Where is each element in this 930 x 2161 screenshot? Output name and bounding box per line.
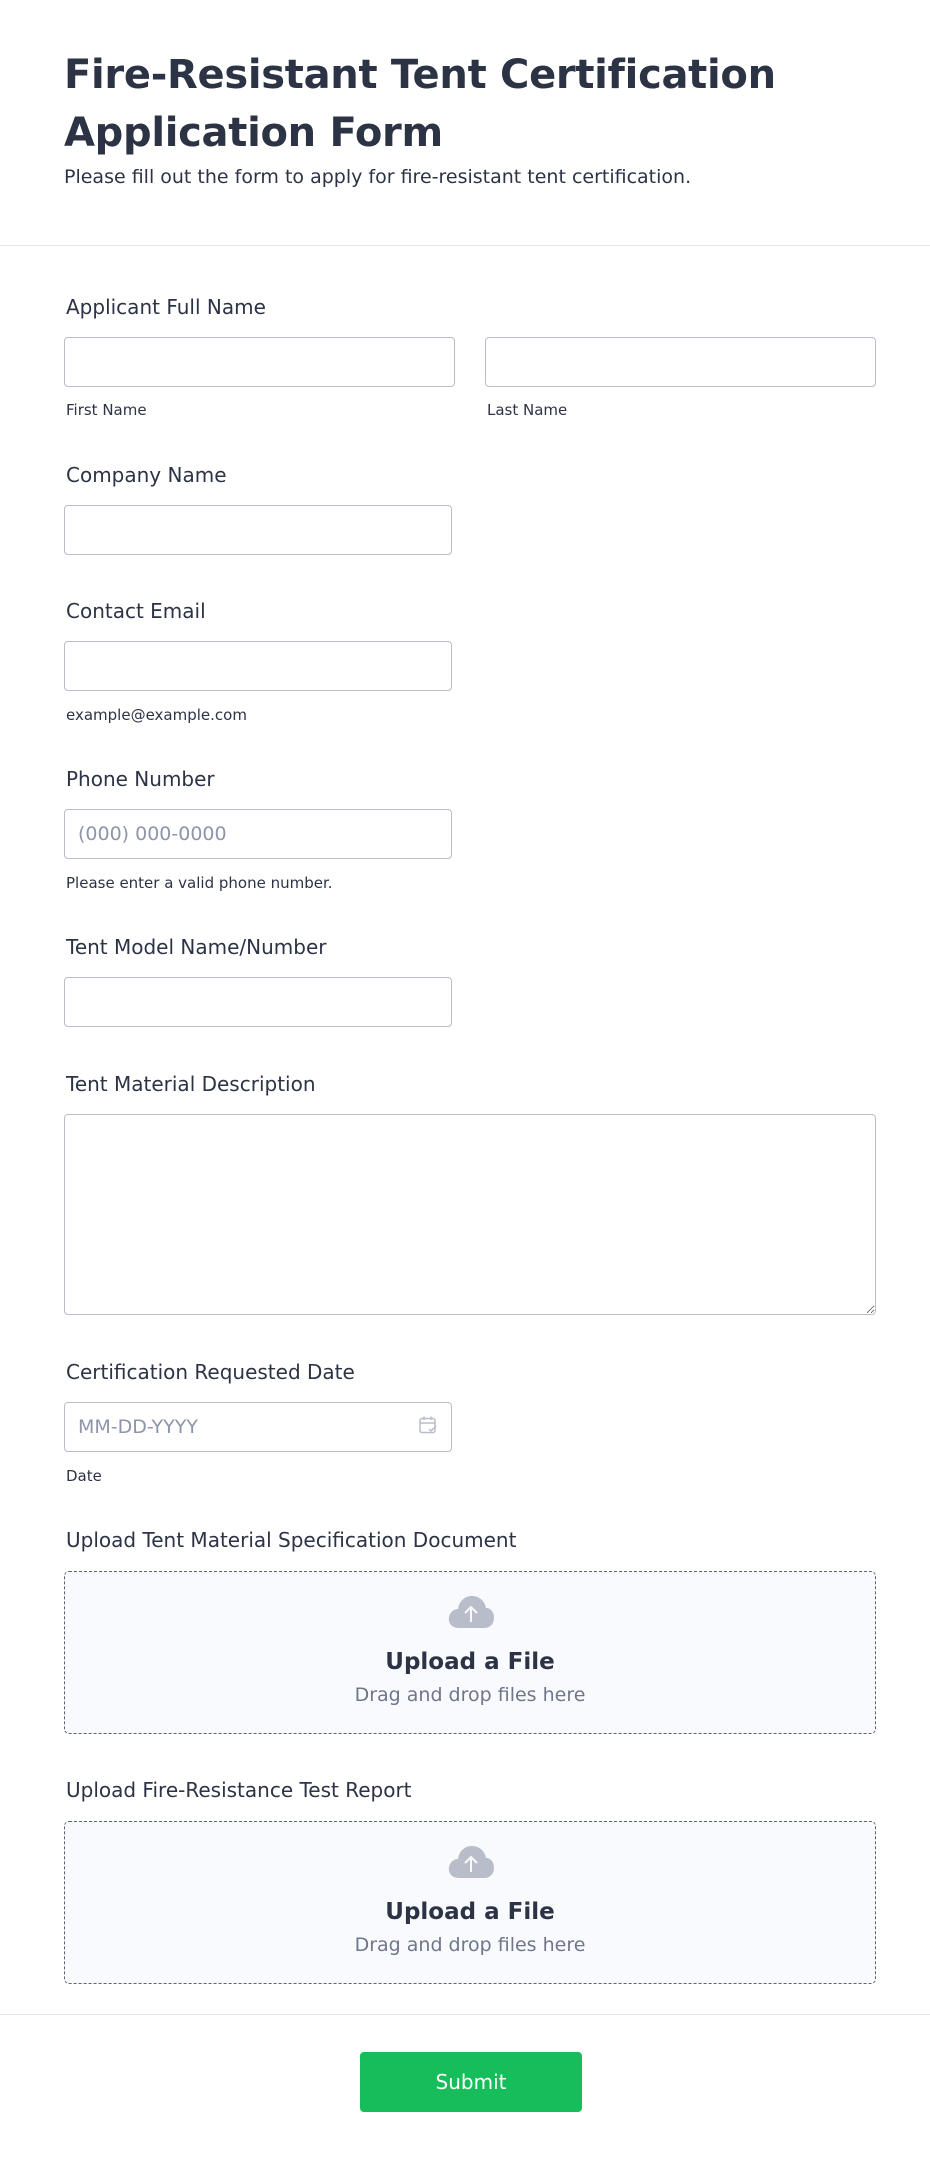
test-upload-label: Upload Fire-Resistance Test Report [66, 1778, 412, 1802]
form-header [0, 0, 930, 246]
last-name-sublabel: Last Name [487, 401, 568, 419]
form-subtitle: Please fill out the form to apply for fire-resistant tent certification. [64, 166, 692, 188]
calendar-icon[interactable] [418, 1415, 438, 1435]
contact-email-label: Contact Email [66, 599, 206, 623]
spec-upload-hint: Drag and drop files here [354, 1684, 586, 1706]
test-upload-dropzone[interactable] [64, 1821, 876, 1984]
phone-sublabel: Please enter a valid phone number. [66, 874, 333, 892]
phone-number-label: Phone Number [66, 767, 215, 791]
full-name-label: Applicant Full Name [66, 295, 266, 319]
footer-divider [0, 2014, 930, 2015]
tent-model-label: Tent Model Name/Number [66, 935, 327, 959]
company-name-label: Company Name [66, 463, 227, 487]
spec-upload-title: Upload a File [385, 1649, 555, 1675]
test-upload-hint: Drag and drop files here [354, 1934, 586, 1956]
material-description-textarea[interactable] [64, 1114, 876, 1315]
test-upload-title: Upload a File [385, 1899, 555, 1925]
cert-date-input[interactable] [64, 1402, 452, 1452]
first-name-sublabel: First Name [66, 401, 147, 419]
first-name-input[interactable] [64, 337, 455, 387]
spec-upload-label: Upload Tent Material Specification Document [66, 1528, 517, 1552]
company-name-input[interactable] [64, 505, 452, 555]
email-sublabel: example@example.com [66, 706, 247, 724]
phone-number-input[interactable] [64, 809, 452, 859]
cert-date-label: Certification Requested Date [66, 1360, 355, 1384]
tent-model-input[interactable] [64, 977, 452, 1027]
submit-button[interactable]: Submit [360, 2052, 582, 2112]
cloud-upload-icon [447, 1594, 495, 1630]
cloud-upload-icon [447, 1844, 495, 1880]
contact-email-input[interactable] [64, 641, 452, 691]
cert-date-sublabel: Date [66, 1467, 102, 1485]
last-name-input[interactable] [485, 337, 876, 387]
spec-upload-dropzone[interactable] [64, 1571, 876, 1734]
material-description-label: Tent Material Description [66, 1072, 316, 1096]
form-title: Fire-Resistant Tent Certification Application Form [64, 52, 776, 156]
